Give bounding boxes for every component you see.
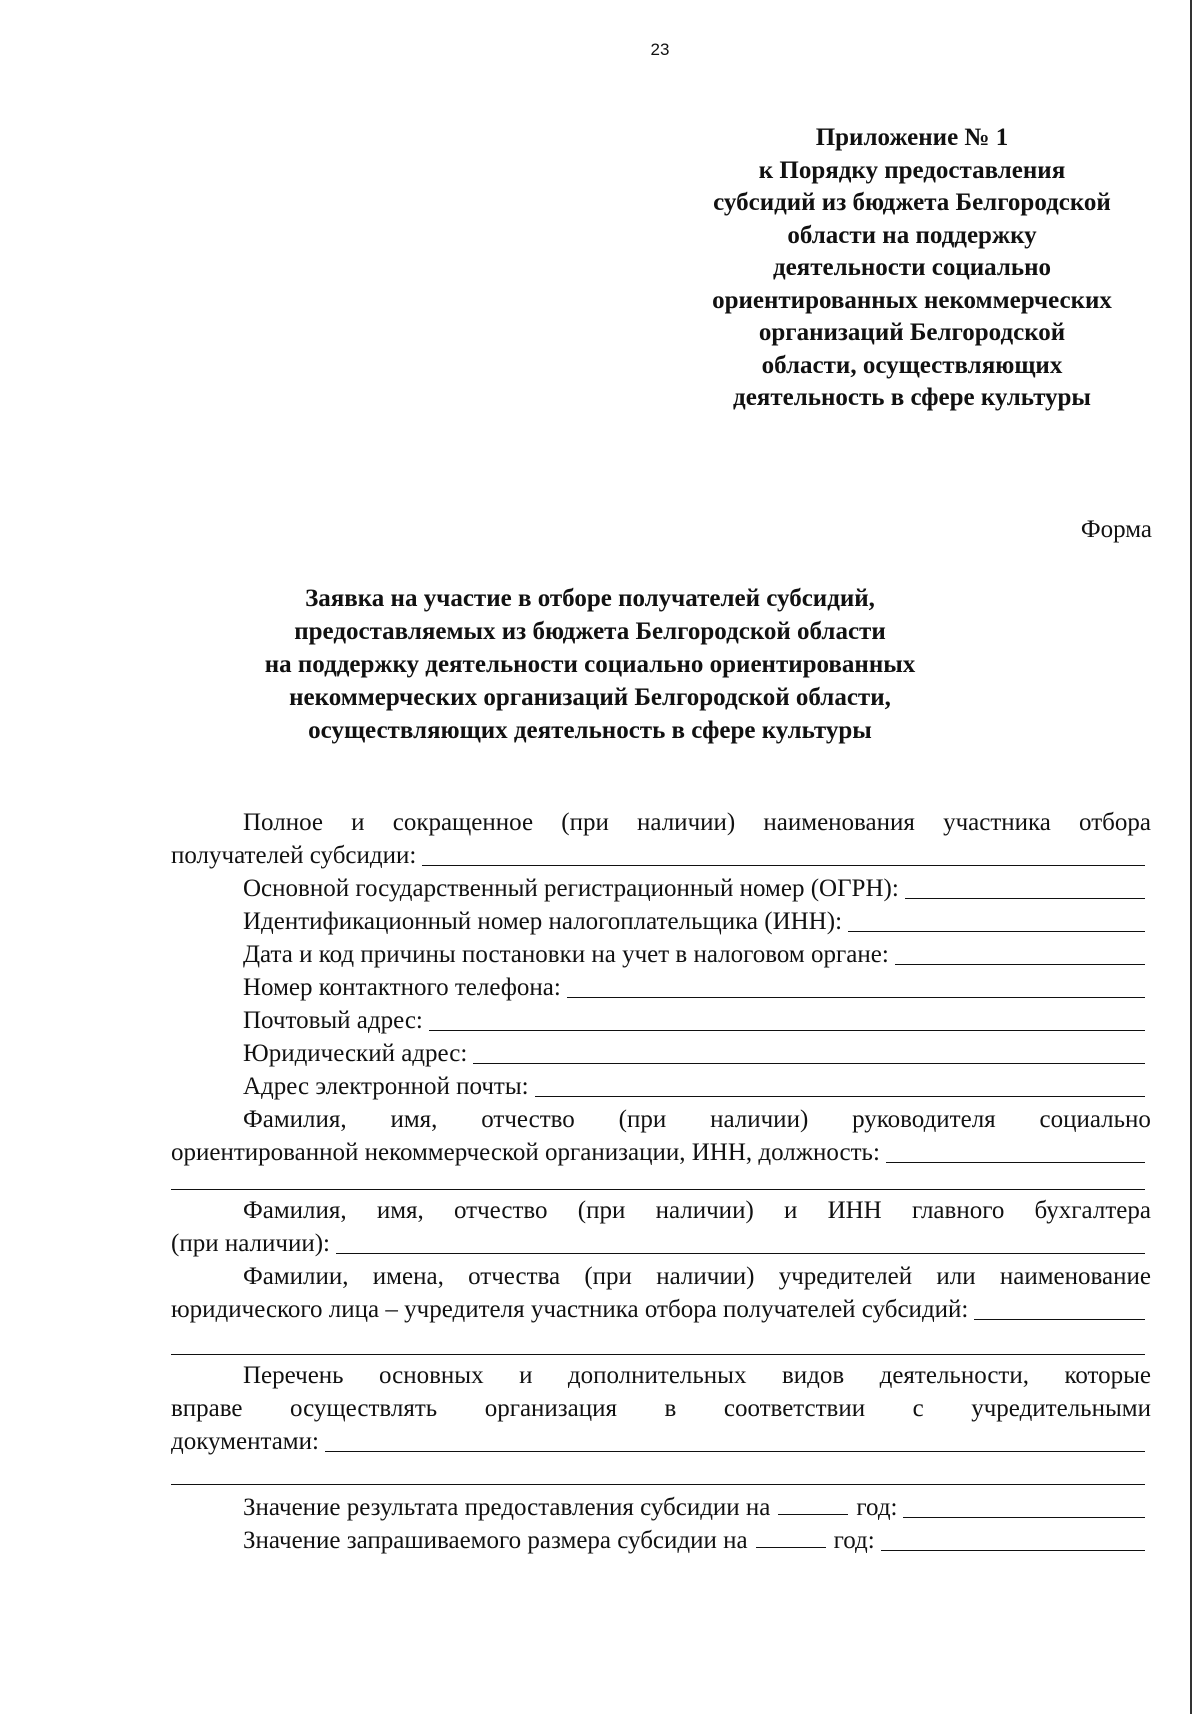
appendix-line: области, осуществляющих (761, 351, 1063, 379)
title-line: Заявка на участие в отборе получателей субсидий, (305, 585, 875, 612)
word: с (912, 1395, 924, 1422)
word: наличии) (655, 1197, 754, 1224)
word: дополнительных (567, 1362, 747, 1389)
inn-blank[interactable] (848, 907, 1145, 932)
activities-label-line-2 (171, 1392, 1151, 1425)
title-line: на поддержку деятельности социально ориентированных (264, 651, 916, 678)
email-row (171, 1070, 1151, 1103)
word: учредительными (971, 1395, 1151, 1422)
kpp-blank[interactable] (895, 940, 1145, 965)
field-label: получателей субсидии: (171, 842, 417, 869)
word: наименование (999, 1263, 1151, 1290)
head-extra-line[interactable] (171, 1169, 1145, 1190)
appendix-line: к Порядку предоставления (758, 156, 1066, 184)
page-number: 23 (650, 40, 670, 59)
phone-row (171, 971, 1151, 1004)
word: которые (1064, 1362, 1151, 1389)
word: отчество (481, 1106, 575, 1133)
head-field-row (171, 1136, 1151, 1169)
word: деятельности, (879, 1362, 1029, 1389)
field-label: Адрес электронной почты: (243, 1073, 529, 1100)
field-label: год: (833, 1527, 875, 1554)
word: соответствии (723, 1395, 866, 1422)
amount-year-blank[interactable] (756, 1525, 826, 1548)
accountant-blank[interactable] (336, 1229, 1145, 1254)
field-label: ориентированной некоммерческой организации, ИНН, должность: (171, 1139, 880, 1166)
word: наличии) (656, 1263, 755, 1290)
word: имя, (390, 1106, 438, 1133)
word: бухгалтера (1034, 1197, 1151, 1224)
word: основных (379, 1362, 484, 1389)
appendix-line: деятельность в сфере культуры (733, 384, 1091, 411)
result-value-blank[interactable] (903, 1493, 1145, 1518)
word: Фамилии, (243, 1263, 349, 1290)
activities-field-row (171, 1425, 1151, 1458)
word: (при (577, 1197, 626, 1224)
field-label: Основной государственный регистрационный номер (ОГРН): (243, 875, 899, 902)
appendix-line: организаций Белгородской (758, 319, 1066, 346)
field-label: Дата и код причины постановки на учет в налоговом органе: (243, 941, 889, 968)
word: отчества (468, 1263, 561, 1290)
form-label: Форма (1080, 516, 1152, 543)
word: (при (561, 809, 609, 836)
full-name-blank[interactable] (422, 841, 1145, 866)
accountant-field-row (171, 1227, 1151, 1260)
form-body (171, 806, 1151, 1557)
word: наличии) (710, 1106, 809, 1133)
inn-row (171, 905, 1151, 938)
ogrn-blank[interactable] (905, 874, 1145, 899)
full-name-field-row (171, 839, 1151, 872)
field-label: (при наличии): (171, 1230, 330, 1257)
accountant-label-line (171, 1194, 1151, 1227)
field-label: Значение запрашиваемого размера субсидии на (243, 1527, 748, 1554)
document-title (160, 582, 1020, 747)
phone-blank[interactable] (567, 973, 1145, 998)
word: Фамилия, (243, 1197, 347, 1224)
activities-blank[interactable] (325, 1427, 1145, 1452)
legal-address-blank[interactable] (473, 1039, 1145, 1064)
word: и (519, 1362, 533, 1389)
field-label: год: (856, 1494, 898, 1521)
appendix-line: Приложение № 1 (815, 124, 1009, 151)
field-label: Номер контактного телефона: (243, 974, 561, 1001)
word: видов (781, 1362, 845, 1389)
word: социально (1039, 1106, 1151, 1133)
full-name-label-line (171, 806, 1151, 839)
title-line: некоммерческих организаций Белгородской области, (289, 684, 891, 711)
word: (при (618, 1106, 667, 1133)
field-label: Юридический адрес: (243, 1040, 468, 1067)
amount-value-blank[interactable] (881, 1526, 1145, 1551)
field-label: Почтовый адрес: (243, 1007, 423, 1034)
field-label: Идентификационный номер налогоплательщика (ИНН): (243, 908, 843, 935)
founders-field-row (171, 1293, 1151, 1326)
activities-extra-line[interactable] (171, 1458, 1145, 1485)
word: и (783, 1197, 798, 1224)
head-blank[interactable] (886, 1138, 1145, 1163)
word: наименования (763, 809, 915, 836)
word: руководителя (852, 1106, 996, 1133)
field-label: документами: (171, 1428, 319, 1455)
result-year-blank[interactable] (778, 1492, 848, 1515)
appendix-line: области на поддержку (787, 221, 1037, 249)
email-blank[interactable] (535, 1072, 1145, 1097)
word: организация (484, 1395, 618, 1422)
postal-address-row (171, 1004, 1151, 1037)
word: главного (911, 1197, 1005, 1224)
ogrn-row (171, 872, 1151, 905)
word: наличии) (637, 809, 736, 836)
word: (при (584, 1263, 632, 1290)
legal-address-row (171, 1037, 1151, 1070)
word: вправе (171, 1395, 243, 1422)
word: и (351, 809, 365, 836)
word: учредителей (778, 1263, 913, 1290)
head-label-line (171, 1103, 1151, 1136)
word: участника (943, 809, 1051, 836)
appendix-line: субсидий из бюджета Белгородской (713, 189, 1111, 216)
word: Фамилия, (243, 1106, 347, 1133)
word: в (664, 1395, 677, 1422)
word: или (936, 1263, 976, 1290)
field-label: юридического лица – учредителя участника отбора получателей субсидий: (171, 1296, 969, 1323)
founders-blank[interactable] (974, 1295, 1145, 1320)
word: сокращенное (392, 809, 534, 836)
activities-label-line (171, 1359, 1151, 1392)
word: ИНН (827, 1197, 882, 1224)
result-row (171, 1491, 1151, 1524)
amount-row (171, 1524, 1151, 1557)
word: отбора (1079, 809, 1151, 836)
field-label: Значение результата предоставления субсидии на (243, 1494, 771, 1521)
postal-address-blank[interactable] (429, 1006, 1145, 1031)
word: Перечень (243, 1362, 344, 1389)
title-line: предоставляемых из бюджета Белгородской области (294, 618, 886, 645)
word: имена, (372, 1263, 444, 1290)
word: Полное (243, 809, 323, 836)
appendix-heading (672, 122, 1152, 415)
founders-extra-line[interactable] (171, 1326, 1145, 1355)
kpp-row (171, 938, 1151, 971)
word: имя, (376, 1197, 424, 1224)
founders-label-line (171, 1260, 1151, 1293)
title-line: осуществляющих деятельность в сфере культуры (308, 717, 872, 744)
word: осуществлять (290, 1395, 438, 1422)
appendix-line: ориентированных некоммерческих (712, 286, 1112, 314)
page-edge (1190, 0, 1192, 1714)
word: отчество (454, 1197, 548, 1224)
appendix-line: деятельности социально (772, 254, 1052, 281)
